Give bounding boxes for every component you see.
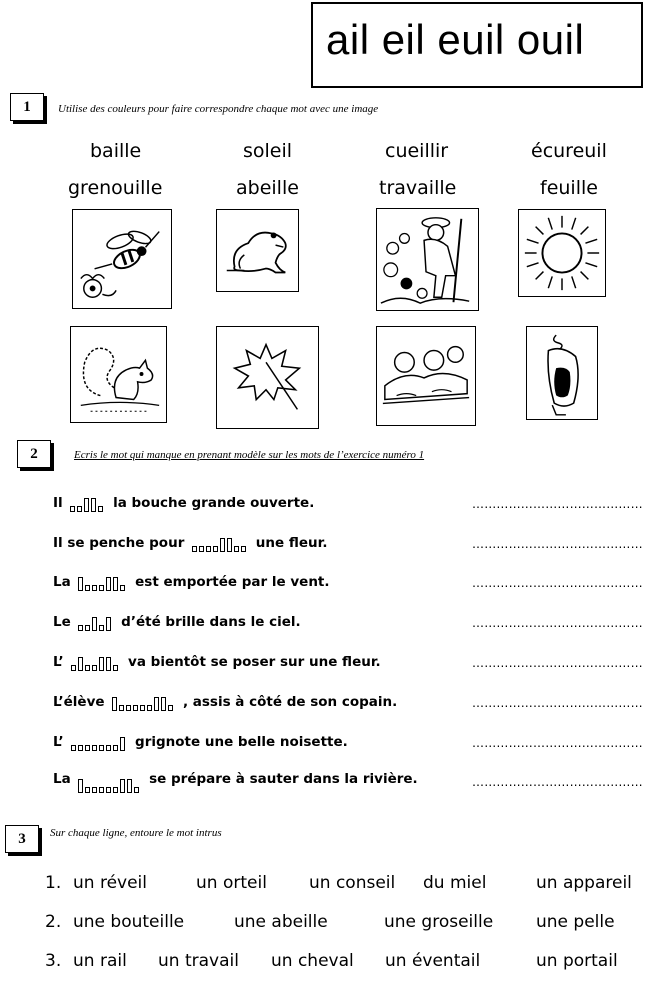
answer-line[interactable]: …………………………………… [472,576,643,590]
sentence-text-after: d’été brille dans le ciel. [121,614,301,630]
word-option[interactable]: un orteil [196,873,267,893]
letter-blanks [71,735,127,751]
line-number: 1. [45,873,62,893]
answer-line[interactable]: …………………………………… [472,537,643,551]
line-number: 3. [45,951,62,971]
answer-line[interactable]: …………………………………… [472,736,643,750]
exercise-3-instruction: Sur chaque ligne, entoure le mot intrus [50,827,222,839]
pupils-picture [376,326,476,426]
answer-line[interactable]: …………………………………… [472,497,643,511]
word-baille: baille [90,140,142,162]
yawning-mouth-icon [527,327,597,419]
squirrel-picture [70,326,167,423]
word-option[interactable]: une groseille [384,912,494,932]
pupils-icon [377,327,475,425]
sentence-6 [53,694,397,711]
line-number: 2. [45,912,62,932]
word-option[interactable]: un portail [536,951,618,971]
word-option[interactable]: un travail [158,951,239,971]
gardener-picture [376,208,479,311]
word-feuille: feuille [540,177,598,199]
word-soleil: soleil [243,140,293,162]
frog-icon [217,210,298,291]
sun-icon [519,210,605,296]
word-ecureuil: écureuil [531,140,607,162]
word-option[interactable]: un réveil [73,873,147,893]
sentence-text-before: La [53,771,71,787]
word-option[interactable]: une pelle [536,912,615,932]
sentence-text-before: Le [53,614,71,630]
word-travaille: travaille [379,177,457,199]
exercise-1-number: 1 [10,93,44,121]
exercise-2-number: 2 [17,440,51,468]
sentence-text-before: L’élève [53,694,105,710]
gardener-icon [377,209,478,310]
word-grenouille: grenouille [68,177,163,199]
word-option[interactable]: du miel [423,873,487,893]
word-option[interactable]: un appareil [536,873,632,893]
word-option[interactable]: un conseil [309,873,396,893]
letter-blanks [70,496,105,512]
sentence-text-after: est emportée par le vent. [135,574,330,590]
sentence-text-before: Il se penche pour [53,535,185,551]
sentence-text-before: L’ [53,654,64,670]
letter-blanks [78,575,127,591]
bee-icon [73,210,171,308]
sentence-text-after: grignote une belle noisette. [135,734,348,750]
page-title: ail eil euil ouil [326,16,585,63]
letter-blanks [78,777,141,793]
letter-blanks [112,695,175,711]
word-cueillir: cueillir [385,140,449,162]
letter-blanks [78,615,113,631]
word-abeille: abeille [236,177,299,199]
word-option[interactable]: un cheval [271,951,354,971]
answer-line[interactable]: …………………………………… [472,656,643,670]
sentence-text-after: la bouche grande ouverte. [113,495,315,511]
sentence-text-before: La [53,574,71,590]
sentence-text-after: se prépare à sauter dans la rivière. [149,771,418,787]
sentence-3 [53,574,330,591]
sentence-7 [53,734,348,751]
answer-line[interactable]: …………………………………… [472,616,643,630]
word-option[interactable]: une abeille [234,912,328,932]
letter-blanks [192,536,248,552]
exercise-1-instruction: Utilise des couleurs pour faire correspondre chaque mot avec une image [58,103,379,115]
squirrel-icon [71,327,166,422]
frog-picture [216,209,299,292]
sentence-1 [53,495,314,512]
sentence-text-before: Il [53,495,63,511]
sentence-text-after: , assis à côté de son copain. [182,694,398,710]
word-option[interactable]: une bouteille [73,912,185,932]
letter-blanks [71,655,120,671]
sentence-text-before: L’ [53,734,64,750]
sentence-2 [53,535,327,552]
word-option[interactable]: un rail [73,951,127,971]
sentence-text-after: va bientôt se poser sur une fleur. [128,654,381,670]
answer-line[interactable]: …………………………………… [472,696,643,710]
leaf-picture [216,326,319,429]
bee-picture [72,209,172,309]
word-option[interactable]: un éventail [385,951,481,971]
yawning-mouth-picture [526,326,598,420]
sentence-5 [53,654,381,671]
exercise-2-instruction: Ecris le mot qui manque en prenant modèle sur les mots de l’exercice numéro 1 [74,449,425,461]
answer-line[interactable]: …………………………………… [472,775,643,789]
sentence-4 [53,614,301,631]
exercise-3-number: 3 [5,825,39,853]
sun-picture [518,209,606,297]
sentence-8 [53,771,418,793]
leaf-icon [217,327,318,428]
sentence-text-after: une fleur. [255,535,328,551]
